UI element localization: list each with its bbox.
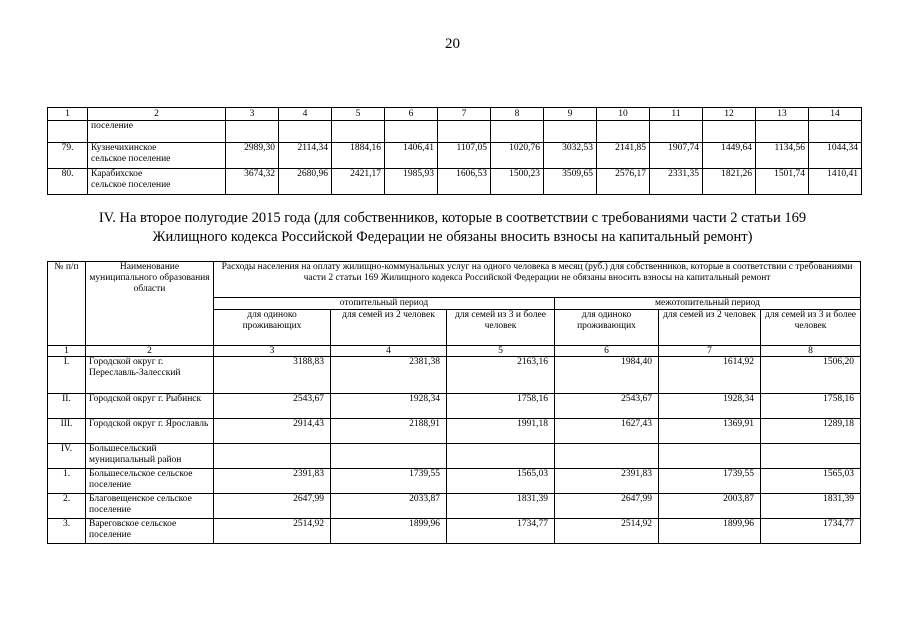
- column-number: 5: [332, 108, 385, 121]
- settlement-name: Карабихское сельское поселение: [88, 169, 226, 195]
- table-row: [48, 169, 862, 195]
- value-cell: 1501,74: [756, 169, 809, 195]
- table-row: [48, 357, 861, 394]
- column-number: 14: [809, 108, 862, 121]
- column-header-two: для семей из 2 человек: [331, 310, 447, 346]
- row-index: IV.: [48, 444, 86, 469]
- row-index: 2.: [48, 494, 86, 519]
- table-column-numbers-row: [48, 346, 861, 357]
- column-header-name: Наименование муниципального образования области: [86, 262, 214, 346]
- value-cell: 1410,41: [809, 169, 862, 195]
- value-cell: 3674,32: [226, 169, 279, 195]
- value-cell: 2141,85: [597, 143, 650, 169]
- value-cell: 2381,38: [331, 357, 447, 394]
- column-number: 7: [659, 346, 761, 357]
- column-number: 2: [88, 108, 226, 121]
- value-cell: 1821,26: [703, 169, 756, 195]
- value-cell: 1928,34: [659, 394, 761, 419]
- row-index: II.: [48, 394, 86, 419]
- value-cell: 3032,53: [544, 143, 597, 169]
- value-cell: 1899,96: [331, 519, 447, 544]
- row-index: 3.: [48, 519, 86, 544]
- settlement-name: Кузнечихинское сельское поселение: [88, 143, 226, 169]
- value-cell: 1500,23: [491, 169, 544, 195]
- value-cell: 2914,43: [214, 419, 331, 444]
- value-cell: 1020,76: [491, 143, 544, 169]
- value-cell: 1758,16: [761, 394, 861, 419]
- table-row: [48, 494, 861, 519]
- value-cell: 2514,92: [555, 519, 659, 544]
- value-cell: 3509,65: [544, 169, 597, 195]
- value-cell: 2421,17: [332, 169, 385, 195]
- value-cell: 3188,83: [214, 357, 331, 394]
- table-row: [48, 444, 861, 469]
- column-number: 4: [331, 346, 447, 357]
- value-cell: 1565,03: [761, 469, 861, 494]
- table-row: [48, 419, 861, 444]
- municipality-name: Городской округ г. Ярославль: [86, 419, 214, 444]
- column-header-three: для семей из 3 и более человек: [761, 310, 861, 346]
- table-row: [48, 469, 861, 494]
- row-index: 80.: [48, 169, 88, 195]
- section-heading: IV. На второе полугодие 2015 года (для собственников, которые в соответствии с требованиями части 2 статьи 169 Жилищного кодекса Российской Федерации не обязаны вносить взносы на капитальный ремонт): [98, 210, 807, 245]
- column-number: 4: [279, 108, 332, 121]
- value-cell: 1734,77: [447, 519, 555, 544]
- value-cell: 1734,77: [761, 519, 861, 544]
- municipality-name: Большесельский муниципальный район: [86, 444, 214, 469]
- column-number: 1: [48, 346, 86, 357]
- column-header-heating-period: отопительный период: [214, 298, 555, 310]
- table-header-row: [48, 108, 862, 121]
- value-cell: 2163,16: [447, 357, 555, 394]
- municipality-name: Городской округ г. Рыбинск: [86, 394, 214, 419]
- value-cell: 1369,91: [659, 419, 761, 444]
- value-cell: 2114,34: [279, 143, 332, 169]
- column-header-three: для семей из 3 и более человек: [447, 310, 555, 346]
- value-cell: 1134,56: [756, 143, 809, 169]
- value-cell: [555, 444, 659, 469]
- column-number: 11: [650, 108, 703, 121]
- value-cell: 1991,18: [447, 419, 555, 444]
- column-header-single: для одиноко проживающих: [214, 310, 331, 346]
- value-cell: 1985,93: [385, 169, 438, 195]
- value-cell: [447, 444, 555, 469]
- value-cell: 1565,03: [447, 469, 555, 494]
- value-cell: [659, 444, 761, 469]
- column-number: 8: [761, 346, 861, 357]
- column-number: 9: [544, 108, 597, 121]
- column-number: 6: [555, 346, 659, 357]
- value-cell: 1044,34: [809, 143, 862, 169]
- municipality-name: Городской округ г. Переславль-Залесский: [86, 357, 214, 394]
- settlement-name: поселение: [88, 121, 226, 143]
- expenses-table: [47, 261, 861, 544]
- value-cell: 2647,99: [555, 494, 659, 519]
- value-cell: 1739,55: [331, 469, 447, 494]
- column-number: 10: [597, 108, 650, 121]
- column-number: 2: [86, 346, 214, 357]
- column-number: 3: [226, 108, 279, 121]
- value-cell: 2514,92: [214, 519, 331, 544]
- row-index: 79.: [48, 143, 88, 169]
- column-number: 6: [385, 108, 438, 121]
- column-header-non-heating-period: межотопительный период: [555, 298, 861, 310]
- value-cell: 1614,92: [659, 357, 761, 394]
- value-cell: 2188,91: [331, 419, 447, 444]
- value-cell: 1506,20: [761, 357, 861, 394]
- column-header-expenses: Расходы населения на оплату жилищно-коммунальных услуг на одного человека в месяц (руб.) для собственников, которые в соответствии с требованиями части 2 статьи 169 Жилищного кодекса Российской Федерации не обязаны вносить взносы на капитальный ремонт: [214, 262, 861, 298]
- value-cell: 1884,16: [332, 143, 385, 169]
- value-cell: 1928,34: [331, 394, 447, 419]
- column-number: 1: [48, 108, 88, 121]
- column-number: 8: [491, 108, 544, 121]
- value-cell: [214, 444, 331, 469]
- column-number: 12: [703, 108, 756, 121]
- value-cell: 1831,39: [761, 494, 861, 519]
- municipality-name: Вареговское сельское поселение: [86, 519, 214, 544]
- table-row: [48, 394, 861, 419]
- value-cell: 1984,40: [555, 357, 659, 394]
- row-index: 1.: [48, 469, 86, 494]
- value-cell: 1758,16: [447, 394, 555, 419]
- value-cell: 1606,53: [438, 169, 491, 195]
- column-number: 5: [447, 346, 555, 357]
- row-index: I.: [48, 357, 86, 394]
- value-cell: 2680,96: [279, 169, 332, 195]
- value-cell: 1831,39: [447, 494, 555, 519]
- table-row: [48, 121, 862, 143]
- value-cell: 2576,17: [597, 169, 650, 195]
- value-cell: 2391,83: [214, 469, 331, 494]
- municipality-name: Благовещенское сельское поселение: [86, 494, 214, 519]
- value-cell: 1289,18: [761, 419, 861, 444]
- column-number: 3: [214, 346, 331, 357]
- value-cell: 2989,30: [226, 143, 279, 169]
- page-number: 20: [445, 36, 460, 52]
- expenses-table-continued: [47, 107, 862, 195]
- column-number: 13: [756, 108, 809, 121]
- value-cell: 1627,43: [555, 419, 659, 444]
- table-row: [48, 519, 861, 544]
- municipality-name: Большесельское сельское поселение: [86, 469, 214, 494]
- value-cell: 2331,35: [650, 169, 703, 195]
- value-cell: 1739,55: [659, 469, 761, 494]
- value-cell: 2543,67: [214, 394, 331, 419]
- value-cell: 2647,99: [214, 494, 331, 519]
- value-cell: 1907,74: [650, 143, 703, 169]
- value-cell: [761, 444, 861, 469]
- column-header-single: для одиноко проживающих: [555, 310, 659, 346]
- value-cell: 2391,83: [555, 469, 659, 494]
- value-cell: [331, 444, 447, 469]
- table-header-row: [48, 262, 861, 298]
- value-cell: 1449,64: [703, 143, 756, 169]
- table-row: [48, 143, 862, 169]
- column-header-two: для семей из 2 человек: [659, 310, 761, 346]
- value-cell: 1899,96: [659, 519, 761, 544]
- column-number: 7: [438, 108, 491, 121]
- value-cell: 1107,05: [438, 143, 491, 169]
- row-index: III.: [48, 419, 86, 444]
- value-cell: 1406,41: [385, 143, 438, 169]
- value-cell: 2543,67: [555, 394, 659, 419]
- value-cell: 2033,87: [331, 494, 447, 519]
- value-cell: 2003,87: [659, 494, 761, 519]
- column-header-number: № п/п: [48, 262, 86, 346]
